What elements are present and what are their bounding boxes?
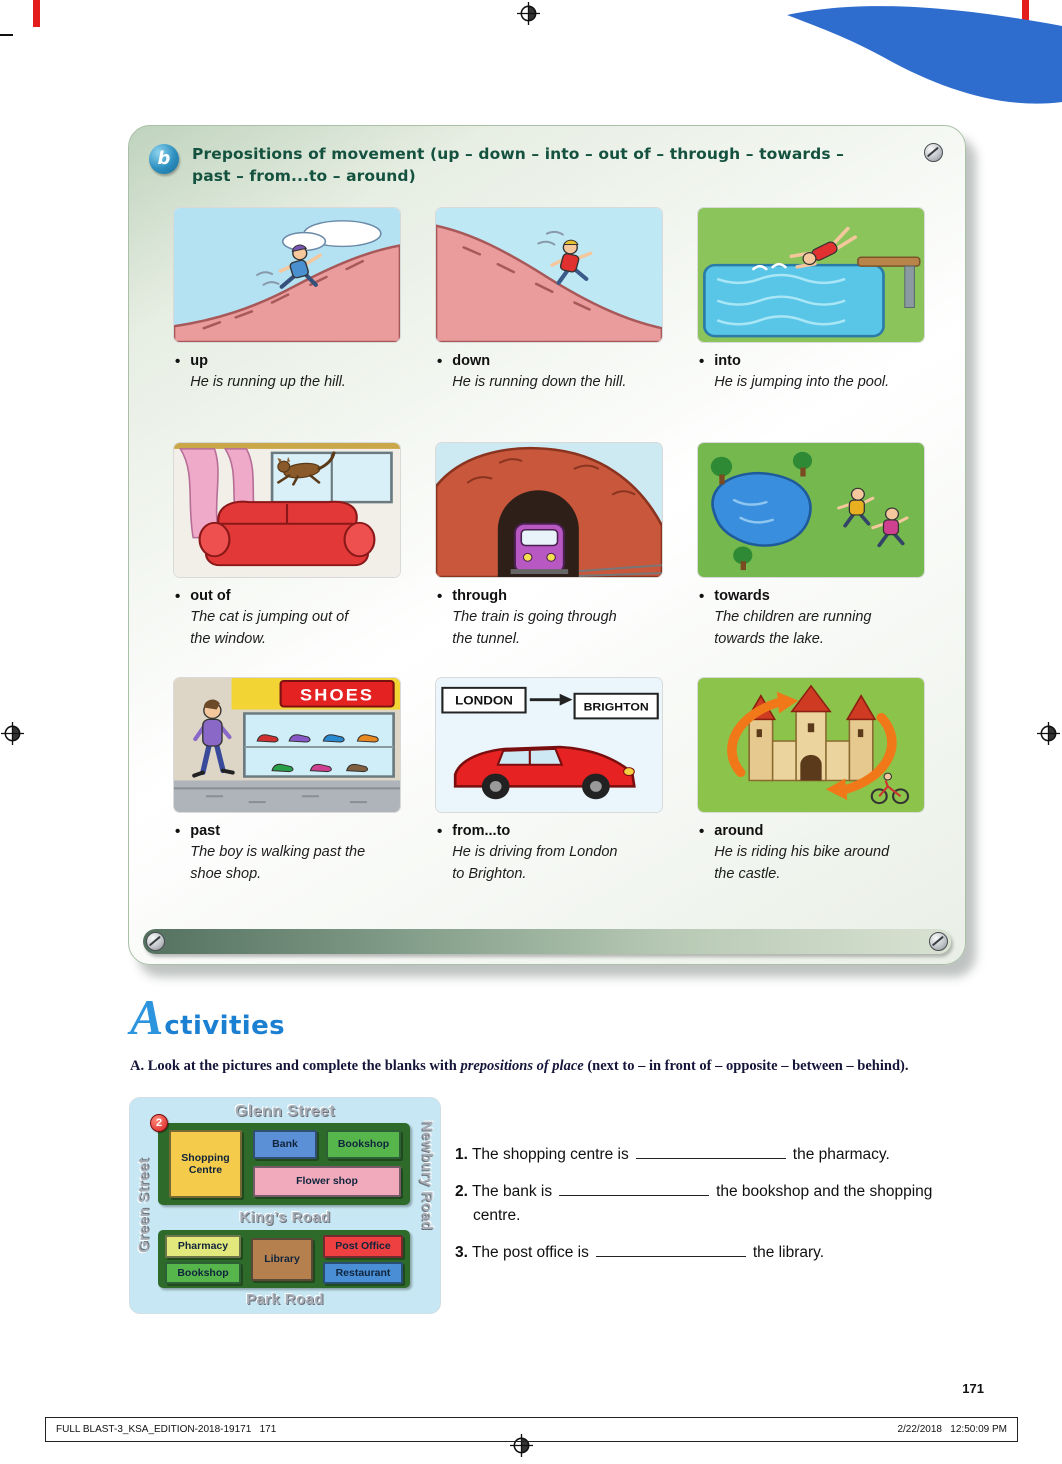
question-text: the pharmacy.: [792, 1146, 890, 1163]
around-illustration-svg: [698, 678, 924, 812]
preposition-word: • through: [452, 588, 508, 605]
question-text: The shopping centre is: [471, 1146, 629, 1163]
illustration-into: [697, 207, 925, 343]
example-sentence: He is running up the hill.: [190, 373, 346, 390]
towards-illustration-svg: [698, 443, 924, 577]
exercise-label: A.: [130, 1058, 145, 1074]
grammar-item-into: [697, 207, 925, 442]
question-text: the library.: [752, 1243, 825, 1261]
grammar-item-through: [435, 442, 663, 677]
activities-rest: ctivities: [164, 1011, 286, 1041]
section-badge: b: [149, 144, 179, 174]
example-sentence: He is jumping into the pool.: [714, 373, 890, 390]
preposition-word: • down: [452, 353, 491, 370]
past-illustration-svg: [174, 678, 400, 812]
crop-tick-left: [0, 34, 13, 36]
building-bookshop-top: Bookshop: [326, 1130, 401, 1159]
street-green: Green Street: [135, 1158, 153, 1253]
illustration-out-of: [173, 442, 401, 578]
building-bank: Bank: [253, 1130, 317, 1159]
town-map: [130, 1098, 440, 1313]
decorative-swoosh: [787, 0, 1062, 110]
exercise-italic-text: prepositions of place: [460, 1058, 584, 1074]
registration-mark-left: [1, 722, 24, 745]
street-kings: King’s Road: [239, 1209, 331, 1226]
print-footer: [45, 1417, 1018, 1442]
illustration-around: [697, 677, 925, 813]
example-sentence: He is driving from London to Brighton.: [452, 843, 618, 882]
example-sentence: The boy is walking past the shoe shop.: [190, 843, 366, 882]
grammar-item-around: [697, 677, 925, 912]
illustration-down: [435, 207, 663, 343]
grammar-panel: [128, 125, 966, 965]
preposition-word: • past: [190, 823, 221, 840]
screw-icon: [146, 932, 165, 951]
preposition-word: • around: [714, 823, 764, 840]
footer-filename: FULL BLAST-3_KSA_EDITION-2018-19171 171: [56, 1423, 277, 1435]
building-shopping-centre: Shopping Centre: [169, 1130, 242, 1198]
panel-bottom-band: [143, 929, 951, 954]
registration-mark-top: [517, 2, 540, 25]
caption: [173, 822, 401, 885]
through-illustration-svg: [436, 443, 662, 577]
panel-title: Prepositions of movement (up – down – into – out of – through – towards – past – from...to – around): [192, 145, 844, 185]
exercise-a-instruction: [130, 1055, 952, 1077]
activities-initial: A: [130, 989, 164, 1045]
exercise-a-questions: [455, 1143, 963, 1278]
illustration-towards: [697, 442, 925, 578]
caption: [435, 822, 663, 885]
caption: [173, 587, 401, 650]
preposition-word: • towards: [714, 588, 770, 605]
caption: [697, 822, 925, 885]
grammar-item-from-to: [435, 677, 663, 912]
example-sentence: The cat is jumping out of the window.: [190, 608, 349, 647]
example-sentence: He is riding his bike around the castle.: [714, 843, 890, 882]
map-block-top: [158, 1123, 410, 1205]
answer-blank: [596, 1245, 746, 1257]
street-park: Park Road: [246, 1291, 324, 1308]
grammar-item-out-of: [173, 442, 401, 677]
example-sentence: The children are running towards the lake.: [714, 608, 872, 647]
building-post-office: Post Office: [323, 1235, 403, 1258]
map-block-bottom: [158, 1230, 410, 1288]
into-illustration-svg: [698, 208, 924, 342]
building-flower-shop: Flower shop: [253, 1166, 401, 1197]
grammar-item-towards: [697, 442, 925, 677]
illustration-through: [435, 442, 663, 578]
exercise-text: (next to – in front of – opposite – between – behind).: [587, 1058, 909, 1074]
from-to-illustration-svg: [436, 678, 662, 812]
illustration-past: [173, 677, 401, 813]
question-3: [455, 1241, 963, 1264]
question-2: [455, 1180, 963, 1227]
crop-bar-left: [33, 0, 40, 27]
question-number: 1.: [455, 1146, 468, 1163]
registration-mark-right: [1037, 722, 1060, 745]
up-illustration-svg: [174, 208, 400, 342]
map-marker: 2: [150, 1114, 168, 1132]
caption: [697, 587, 925, 650]
question-text: the bookshop and the shopping centre.: [473, 1183, 933, 1224]
grammar-item-down: [435, 207, 663, 442]
grammar-item-past: [173, 677, 401, 912]
out-of-illustration-svg: [174, 443, 400, 577]
activities-heading: [130, 989, 286, 1045]
street-glenn: Glenn Street: [235, 1103, 335, 1120]
page-number: 171: [962, 1381, 984, 1396]
question-text: The bank is: [471, 1183, 553, 1201]
screw-icon: [924, 143, 943, 162]
preposition-word: • up: [190, 353, 208, 370]
illustration-from-to: [435, 677, 663, 813]
caption: [697, 352, 925, 393]
footer-timestamp: 2/22/2018 12:50:09 PM: [897, 1423, 1007, 1435]
to-city-label: BRIGHTON: [583, 700, 649, 714]
building-bookshop-bottom: Bookshop: [165, 1262, 241, 1284]
preposition-word: • out of: [190, 588, 231, 605]
question-number: 3.: [455, 1243, 468, 1261]
grammar-item-up: [173, 207, 401, 442]
down-illustration-svg: [436, 208, 662, 342]
examples-grid: [173, 207, 925, 912]
caption: [435, 587, 663, 650]
screw-icon: [929, 932, 948, 951]
question-1: [455, 1143, 963, 1166]
answer-blank: [559, 1184, 709, 1196]
example-sentence: The train is going through the tunnel.: [452, 608, 617, 647]
caption: [435, 352, 663, 393]
preposition-word: • into: [714, 353, 741, 370]
building-library: Library: [251, 1238, 313, 1281]
from-city-label: LONDON: [455, 693, 513, 708]
shoes-sign-text: SHOES: [300, 685, 375, 705]
caption: [173, 352, 401, 393]
building-restaurant: Restaurant: [323, 1262, 403, 1284]
building-pharmacy: Pharmacy: [165, 1235, 241, 1258]
illustration-up: [173, 207, 401, 343]
answer-blank: [636, 1147, 786, 1159]
question-text: The post office is: [471, 1243, 589, 1261]
question-number: 2.: [455, 1183, 468, 1201]
exercise-text: Look at the pictures and complete the blanks with: [147, 1058, 457, 1074]
panel-header: [129, 126, 965, 187]
example-sentence: He is running down the hill.: [452, 373, 627, 390]
street-newbury: Newbury Road: [418, 1120, 436, 1231]
preposition-word: • from...to: [452, 823, 511, 840]
